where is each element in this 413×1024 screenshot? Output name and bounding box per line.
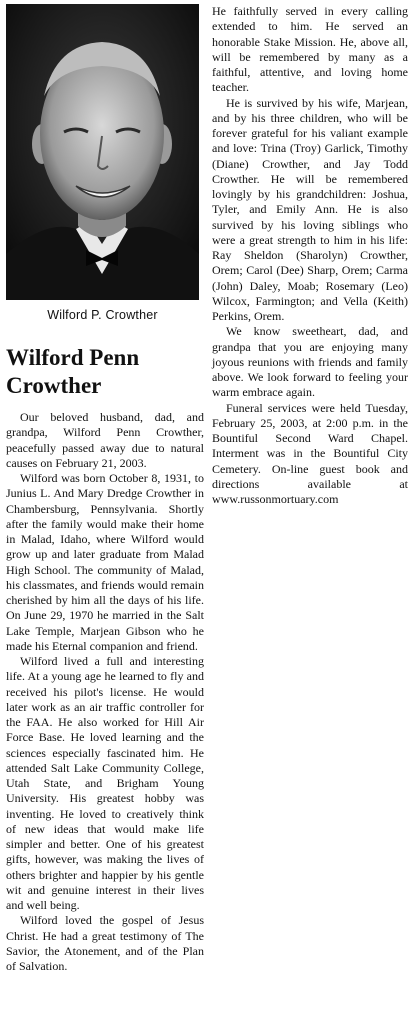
- paragraph-farewell: We know sweetheart, dad, and grandpa that you are enjoying many joyous reunions with friends and family above. We look forward to feeling your warm embrace again.: [212, 324, 408, 400]
- right-column: [212, 4, 408, 507]
- portrait-photo: [6, 4, 199, 300]
- portrait-illustration: [6, 4, 199, 300]
- paragraph-service: He faithfully served in every calling extended to him. He served an honorable Stake Mission. He, above all, will be remembered by many as a faithful, attentive, and loving home teacher.: [212, 4, 408, 95]
- paragraph-passing: Our beloved husband, dad, and grandpa, Wilford Penn Crowther, peacefully passed away due to natural causes on February 21, 2003.: [6, 410, 204, 470]
- paragraph-early-life: Wilford was born October 8, 1931, to Junius L. And Mary Dredge Crowther in Chambersburg, Pennsylvania. Shortly after the family would make their home in Malad, Idaho, where Wilford would grow up and later graduate from Malad High School. The community of Malad, his classmates, and friends would remain cherished by him all the days of his life. On June 29, 1970 he married in the Salt Lake Temple, Marjean Gibson who he made his Eternal companion and friend.: [6, 471, 204, 653]
- paragraph-funeral-details: Funeral services were held Tuesday, February 25, 2003, at 2:00 p.m. in the Bountiful Second Ward Chapel. Interment was in the Bountiful City Cemetery. On-line guest book and directions available at www.russonmortuary.com: [212, 400, 408, 506]
- photo-caption: Wilford P. Crowther: [47, 308, 158, 322]
- obituary-headline: Wilford Penn Crowther: [6, 345, 140, 398]
- left-column: [6, 4, 204, 974]
- paragraph-survivors: He is survived by his wife, Marjean, and by his three children, who will be forever grateful for his valiant example and love: Trina (Troy) Garlick, Timothy (Diane) Crowther, and Jay Todd Crowther. He will be remembered lovingly by his grandchildren: Joshua, Tyler, and Emily Ann. He is also survived by his loving siblings who were a great strength to him in his life: Ray Sheldon (Sharolyn) Crowther, Orem; Carol (Dee) Sharp, Orem; Carma (John) Daley, Moab; Rosemary (Leo) Wilcox, Farmington; and Vella (Keith) Perkins, Orem.: [212, 95, 408, 323]
- paragraph-faith: Wilford loved the gospel of Jesus Christ. He had a great testimony of The Savior, the Atonement, and of the Plan of Salvation.: [6, 913, 204, 973]
- paragraph-career: Wilford lived a full and interesting life. At a young age he learned to fly and received his pilot's license. He would later work as an air traffic controller for the FAA. He also worked for Hill Air Force Base. He loved learning and the sciences especially fascinated him. He attended Salt Lake Community College, Utah State, and Brigham Young University. His greatest hobby was inventing. He loved to creatively think of new ideas that would make life simpler and better. One of his greatest gifts, however, was making the lives of others brighter and happier by his gentle wit and genuine interest in their lives and well being.: [6, 654, 204, 912]
